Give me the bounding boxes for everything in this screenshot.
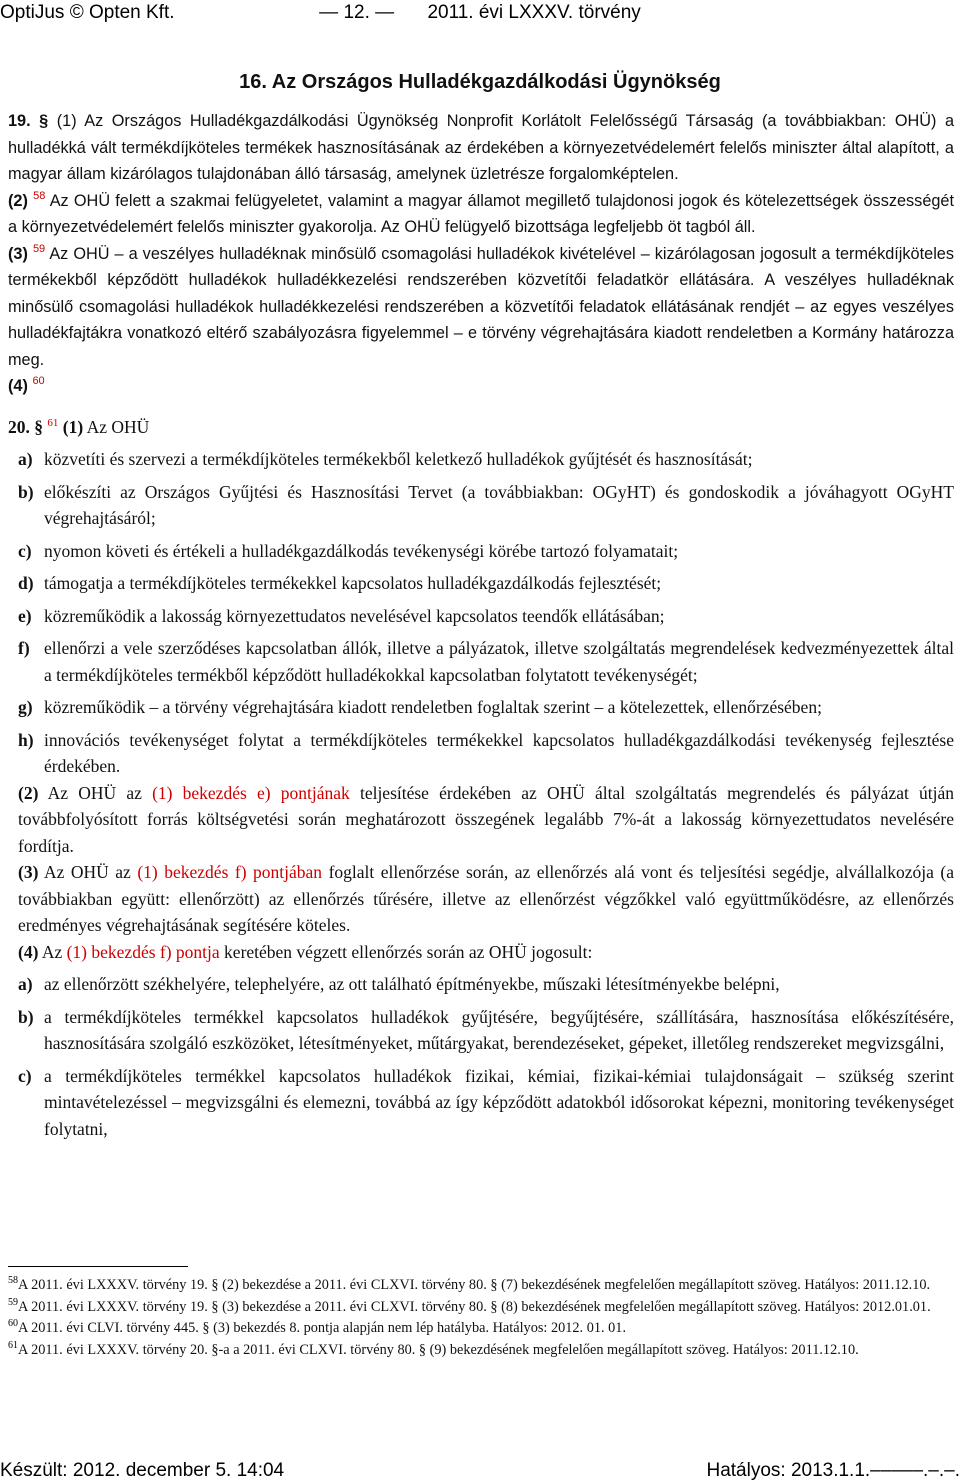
list-item bbox=[8, 570, 954, 597]
footnote bbox=[8, 1275, 954, 1297]
paragraph-label: (1) bbox=[56, 112, 77, 130]
list-item bbox=[8, 635, 954, 688]
paragraph-label: (4) bbox=[18, 941, 39, 962]
paragraph-label: (3) bbox=[8, 244, 28, 263]
list-item bbox=[8, 1004, 954, 1057]
paragraph-label: (2) bbox=[8, 191, 28, 210]
item-label: g) bbox=[18, 697, 33, 717]
footnote bbox=[8, 1318, 954, 1340]
footnote-ref-58[interactable]: 58 bbox=[33, 189, 46, 202]
item-label: b) bbox=[18, 481, 34, 502]
paragraph-label: (2) bbox=[18, 782, 39, 803]
footnote-ref-60[interactable]: 60 bbox=[32, 375, 45, 387]
footnote-text: A 2011. évi LXXXV. törvény 20. §-a a 2011. évi CLXVI. törvény 80. § (9) bekezdésének megfelelően megállapított szöveg. Hatályos: 2011.12.10. bbox=[18, 1341, 859, 1358]
footnote-number: 58 bbox=[8, 1275, 18, 1286]
item-text: közreműködik a lakosság környezettudatos nevelésével kapcsolatos teendők ellátásában; bbox=[44, 605, 665, 626]
section-20-paragraph-4-item-list bbox=[8, 971, 954, 1142]
paragraph-text: foglalt ellenőrzése során, az ellenőrzés alá vont és teljesítési segédje, alvállalkozója (a továbbiakban együtt: ellenőrzött) az ellenőrzés tűrésére, illetve az ellenőrzést végzőkkel való együttműködésre, az ellenőrzés eredményes végrehajtásának segítésére köteles. bbox=[18, 862, 955, 935]
section-19-number: 19. § bbox=[8, 112, 49, 130]
page-footer bbox=[0, 1460, 960, 1484]
item-text: ellenőrzi a vele szerződéses kapcsolatban állók, illetve a pályázatok, illetve szolgáltatás megrendelések kedvezményezettek által a termékdíjköteles termékből képződött hulladékokkal kapcsolatban folytatott tevékenységét; bbox=[44, 638, 954, 685]
list-item bbox=[8, 727, 954, 780]
footnote-number: 59 bbox=[8, 1296, 18, 1308]
section-19-paragraph-2 bbox=[8, 188, 954, 241]
footnote-number: 60 bbox=[8, 1318, 18, 1329]
cross-reference-link[interactable]: (1) bekezdés f) pontjában bbox=[137, 862, 323, 882]
item-label: a) bbox=[18, 449, 33, 469]
paragraph-text: keretében végzett ellenőrzés során az OHÜ jogosult: bbox=[224, 941, 593, 962]
item-text: nyomon követi és értékeli a hulladékgazdálkodás tevékenységi körébe tartozó folyamatait; bbox=[44, 540, 679, 561]
item-label: c) bbox=[18, 540, 32, 561]
list-item bbox=[8, 603, 954, 630]
item-label: e) bbox=[18, 605, 32, 626]
paragraph-label: (3) bbox=[18, 862, 39, 882]
law-reference: 2011. évi LXXXV. törvény bbox=[427, 2, 641, 23]
list-item bbox=[8, 971, 954, 998]
footnote-number: 61 bbox=[8, 1339, 18, 1351]
paragraph-text: Az OHÜ – a veszélyes hulladéknak minősülő csomagolási hulladékok kivételével – kizárólagosan jogosult a termékdíjköteles termékekből képződött hulladékok hulladékkezelési rendszerében közvetítői feladatkör ellátására. A veszélyes hulladéknak minősülő csomagolási hulladékok hulladékkezelési rendszerében a közvetítői feladatok ellátásának rendjét – az egyes veszélyes hulladékfajtákra vonatkozó eltérő szabályozásra figyelemmel – e törvény végrehajtására kiadott rendeletben a Kormány határozza meg. bbox=[8, 244, 955, 369]
paragraph-intro: Az OHÜ bbox=[86, 416, 150, 437]
paragraph-text: Az Országos Hulladékgazdálkodási Ügynökség Nonprofit Korlátolt Felelősségű Társaság (a továbbiakban: OHÜ) a hulladékká vált termékdíjköteles termékek hasznosításának az érdekében a környezetvédelemért felelős miniszter által alapított, a magyar állam kizárólagos tulajdonában álló társaság, amelynek üzletrésze forgalomképtelen. bbox=[8, 112, 954, 183]
item-label: a) bbox=[18, 974, 33, 994]
cross-reference-link[interactable]: (1) bekezdés f) pontja bbox=[66, 941, 220, 962]
paragraph-text: Az OHÜ felett a szakmai felügyeletet, valamint a magyar államot megillető tulajdonosi jogok és kötelezettségek összességét a környezetvédelemért felelős miniszter gyakorolja. Az OHÜ felügyelő bizottsága legfeljebb öt tagból áll. bbox=[8, 191, 955, 236]
footnotes bbox=[8, 1275, 954, 1361]
section-20-number: 20. § bbox=[8, 416, 43, 437]
item-label: c) bbox=[18, 1065, 32, 1086]
section-20-item-list bbox=[8, 446, 954, 780]
section-20-paragraph-3 bbox=[8, 859, 954, 939]
cross-reference-link[interactable]: (1) bekezdés e) pontjának bbox=[152, 782, 350, 803]
item-text: az ellenőrzött székhelyére, telephelyére, az ott található építményekbe, műszaki létesítményekbe belépni, bbox=[44, 974, 780, 994]
section-19-paragraph-3 bbox=[8, 241, 954, 374]
effective-date: Hatályos: 2013.1.1.–––––.–.–. bbox=[706, 1460, 960, 1481]
footnote-text: A 2011. évi CLVI. törvény 445. § (3) bekezdés 8. pontja alapján nem lép hatályba. Hatályos: 2012. 01. 01. bbox=[18, 1320, 627, 1336]
footnote bbox=[8, 1297, 954, 1319]
paragraph-text: Az OHÜ az bbox=[47, 782, 142, 803]
item-text: innovációs tevékenységet folytat a termékdíjköteles termékekkel kapcsolatos hulladékgazdálkodási tevékenység fejlesztése érdekében. bbox=[44, 729, 954, 776]
page-header bbox=[0, 2, 960, 26]
paragraph-text: Az bbox=[41, 941, 63, 962]
section-19-paragraph-1 bbox=[8, 108, 954, 188]
footnote bbox=[8, 1340, 954, 1362]
paragraph-label: (4) bbox=[8, 377, 28, 395]
section-20-paragraph-2 bbox=[8, 780, 954, 860]
paragraph-label: (1) bbox=[62, 416, 84, 437]
generated-date: Készült: 2012. december 5. 14:04 bbox=[0, 1460, 285, 1481]
item-text: előkészíti az Országos Gyűjtési és Hasznosítási Tervet (a továbbiakban: OGyHT) és gondoskodik a jóváhagyott OGyHT végrehajtásáról; bbox=[44, 481, 954, 528]
footnote-ref-61[interactable]: 61 bbox=[47, 416, 59, 429]
item-label: d) bbox=[18, 573, 34, 593]
list-item bbox=[8, 479, 954, 532]
footnote-text: A 2011. évi LXXXV. törvény 19. § (2) bekezdése a 2011. évi CLXVI. törvény 80. § (7) bekezdésének megfelelően megállapított szöveg. Hatályos: 2011.12.10. bbox=[18, 1277, 931, 1293]
list-item bbox=[8, 538, 954, 565]
item-text: közreműködik – a törvény végrehajtására kiadott rendeletben foglaltak szerint – a kötelezettek, ellenőrzésében; bbox=[44, 697, 822, 717]
item-text: támogatja a termékdíjköteles termékekkel kapcsolatos hulladékgazdálkodás fejlesztését; bbox=[44, 573, 662, 593]
paragraph-text: teljesítése érdekében az OHÜ által szolgáltatás megrendelés és pályázat útján továbbfolyósított forrás költségvetési során meghatározott összegének legalább 7%-át a lakosság környezettudatos nevelésére fordítja. bbox=[18, 782, 955, 856]
footnote-text: A 2011. évi LXXXV. törvény 19. § (3) bekezdése a 2011. évi CLXVI. törvény 80. § (8) bekezdésének megfelelően megállapított szöveg. Hatályos: 2012.01.01. bbox=[18, 1298, 931, 1315]
document-body bbox=[8, 108, 954, 1142]
publisher-label: OptiJus © Opten Kft. bbox=[0, 2, 175, 23]
item-label: b) bbox=[18, 1006, 34, 1027]
item-text: közvetíti és szervezi a termékdíjköteles termékekből keletkező hulladékok gyűjtését és hasznosítását; bbox=[44, 449, 753, 469]
section-20-paragraph-1 bbox=[8, 414, 954, 441]
item-text: a termékdíjköteles termékkel kapcsolatos hulladékok gyűjtésére, begyűjtésére, szállítására, hasznosítása előkészítésére, hasznosítására szolgáló eszközöket, létesítményeket, műtárgyakat, berendezéseket, gépeket, illetőleg rendszereket megvizsgálni, bbox=[44, 1006, 954, 1053]
chapter-title: 16. Az Országos Hulladékgazdálkodási Ügynökség bbox=[239, 71, 721, 93]
paragraph-text: Az OHÜ az bbox=[43, 862, 131, 882]
section-19-paragraph-4 bbox=[8, 373, 954, 400]
page-number: — 12. — bbox=[319, 2, 395, 23]
footnote-divider bbox=[8, 1266, 188, 1267]
list-item bbox=[8, 694, 954, 721]
item-label: f) bbox=[18, 638, 30, 658]
footnote-ref-59[interactable]: 59 bbox=[32, 242, 46, 255]
section-20-paragraph-4 bbox=[8, 939, 954, 966]
item-label: h) bbox=[18, 729, 34, 750]
item-text: a termékdíjköteles termékkel kapcsolatos hulladékok fizikai, kémiai, fizikai-kémiai tulajdonságait – szükség szerint mintavételezéssel – megvizsgálni és elemezni, továbbá az így képződött adatokból idősorokat képezni, monitoring tevékenységet folytatni, bbox=[44, 1065, 954, 1139]
list-item bbox=[8, 1063, 954, 1143]
list-item bbox=[8, 446, 954, 473]
